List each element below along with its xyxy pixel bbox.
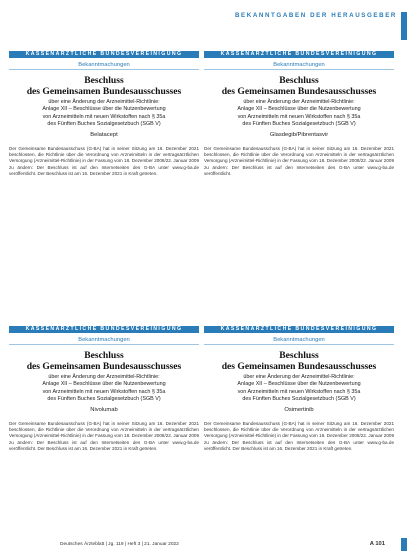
- journal-citation: Deutsches Ärzteblatt | Jg. 119 | Heft 3 | 21. Januar 2022: [60, 542, 179, 547]
- subtitle-line-3: von Arzneimitteln mit neuen Wirkstoffen nach § 35a: [237, 388, 361, 395]
- subtitle-line-3: von Arzneimitteln mit neuen Wirkstoffen nach § 35a: [42, 388, 166, 395]
- title-line-1: Beschluss: [84, 350, 124, 361]
- category-label: Bekanntmachungen: [9, 60, 199, 70]
- drug-name: Nivolumab: [90, 406, 118, 413]
- subtitle-line-4: des Fünften Buches Sozialgesetzbuch (SGB V): [47, 396, 161, 403]
- title-line-1: Beschluss: [84, 75, 124, 86]
- org-banner: KASSENÄRZTLICHE BUNDESVEREINIGUNG: [204, 326, 394, 333]
- announcement-subtitle: [204, 99, 394, 129]
- drug-name: Osimertinib: [284, 406, 314, 413]
- announcement-body: Der Gemeinsame Bundesausschuss (G-BA) hat in seiner Sitzung am 16. Dezember 2021 beschlossen, die Richtlinie über die Verordnung von Arzneimitteln in der vertragsärztlichen Versorgung (Arzneimittel-Richtlinie) in der Fassung vom 18. Dezember 2008/22. Januar 2009 zu ändern: Der Beschluss ist auf den Internetseiten des G-BA unter www.g-ba.de veröffentlicht. Der Beschluss ist am 16. Dezember 2021 in Kraft getreten.: [9, 420, 199, 451]
- subtitle-line-2: Anlage XII – Beschlüsse über die Nutzenbewertung: [237, 381, 361, 388]
- title-line-2: des Gemeinsamen Bundesausschusses: [221, 361, 377, 372]
- subtitle-line-2: Anlage XII – Beschlüsse über die Nutzenbewertung: [42, 381, 166, 388]
- page-footer: [0, 542, 407, 551]
- subtitle-line-1: über eine Änderung der Arzneimittel-Richtlinie:: [48, 374, 160, 380]
- subtitle-line-4: des Fünften Buches Sozialgesetzbuch (SGB V): [47, 121, 161, 128]
- announcement-body: Der Gemeinsame Bundesausschuss (G-BA) hat in seiner Sitzung am 16. Dezember 2021 beschlossen, die Richtlinie über die Verordnung von Arzneimitteln in der vertragsärztlichen Versorgung (Arzneimittel-Richtlinie) in der Fassung vom 18. Dezember 2008/22. Januar 2009 zu ändern: Der Beschluss ist auf den Internetseiten des G-BA unter www.g-ba.de veröffentlicht. Der Beschluss ist am 16. Dezember 2021 in Kraft getreten.: [204, 420, 394, 451]
- announcement-subtitle: [9, 99, 199, 129]
- section-title: BEKANNTGABEN DER HERAUSGEBER: [234, 12, 397, 19]
- title-line-2: des Gemeinsamen Bundesausschusses: [26, 361, 182, 372]
- footer-tab-marker: [401, 538, 407, 551]
- subtitle-line-2: Anlage XII – Beschlüsse über die Nutzenbewertung: [42, 106, 166, 113]
- drug-name: Glasdegib/Pibrentasvir: [269, 131, 329, 138]
- side-tab-marker: [401, 12, 407, 40]
- org-banner: KASSENÄRZTLICHE BUNDESVEREINIGUNG: [9, 326, 199, 333]
- subtitle-line-4: des Fünften Buches Sozialgesetzbuch (SGB V): [242, 121, 356, 128]
- section-header: [234, 12, 407, 21]
- title-line-1: Beschluss: [279, 350, 319, 361]
- announcement-card-2: [204, 51, 394, 177]
- category-label: Bekanntmachungen: [204, 60, 394, 70]
- title-line-2: des Gemeinsamen Bundesausschusses: [221, 86, 377, 97]
- announcement-body: Der Gemeinsame Bundesausschuss (G-BA) hat in seiner Sitzung am 16. Dezember 2021 beschlossen, die Richtlinie über die Verordnung von Arzneimitteln in der vertragsärztlichen Versorgung (Arzneimittel-Richtlinie) in der Fassung vom 18. Dezember 2008/22. Januar 2009 zu ändern: Der Beschluss ist auf den Internetseiten des G-BA unter www.g-ba.de veröffentlicht. Der Beschluss ist am 16. Dezember 2021 in Kraft getreten.: [9, 145, 199, 176]
- announcement-title: [9, 75, 199, 97]
- subtitle-line-1: über eine Änderung der Arzneimittel-Richtlinie:: [243, 374, 355, 380]
- category-label: Bekanntmachungen: [204, 335, 394, 345]
- announcement-subtitle: [9, 374, 199, 404]
- announcement-card-4: [204, 326, 394, 452]
- announcement-card-1: [9, 51, 199, 177]
- subtitle-line-3: von Arzneimitteln mit neuen Wirkstoffen nach § 35a: [42, 113, 166, 120]
- drug-name: Belatacept: [90, 131, 118, 138]
- announcement-title: [204, 350, 394, 372]
- org-banner: KASSENÄRZTLICHE BUNDESVEREINIGUNG: [204, 51, 394, 58]
- announcement-title: [9, 350, 199, 372]
- announcement-card-3: [9, 326, 199, 452]
- announcement-subtitle: [204, 374, 394, 404]
- subtitle-line-1: über eine Änderung der Arzneimittel-Richtlinie:: [48, 99, 160, 105]
- page-number: A 101: [369, 541, 385, 547]
- title-line-1: Beschluss: [279, 75, 319, 86]
- org-banner: KASSENÄRZTLICHE BUNDESVEREINIGUNG: [9, 51, 199, 58]
- announcement-body: Der Gemeinsame Bundesausschuss (G-BA) hat in seiner Sitzung am 16. Dezember 2021 beschlossen, die Richtlinie über die Verordnung von Arzneimitteln in der vertragsärztlichen Versorgung (Arzneimittel-Richtlinie) in der Fassung vom 18. Dezember 2008/22. Januar 2009 zu ändern: Der Beschluss ist auf den Internetseiten des G-BA unter www.g-ba.de veröffentlicht.: [204, 145, 394, 176]
- category-label: Bekanntmachungen: [9, 335, 199, 345]
- subtitle-line-4: des Fünften Buches Sozialgesetzbuch (SGB V): [242, 396, 356, 403]
- subtitle-line-3: von Arzneimitteln mit neuen Wirkstoffen nach § 35a: [237, 113, 361, 120]
- announcement-title: [204, 75, 394, 97]
- title-line-2: des Gemeinsamen Bundesausschusses: [26, 86, 182, 97]
- subtitle-line-2: Anlage XII – Beschlüsse über die Nutzenbewertung: [237, 106, 361, 113]
- subtitle-line-1: über eine Änderung der Arzneimittel-Richtlinie:: [243, 99, 355, 105]
